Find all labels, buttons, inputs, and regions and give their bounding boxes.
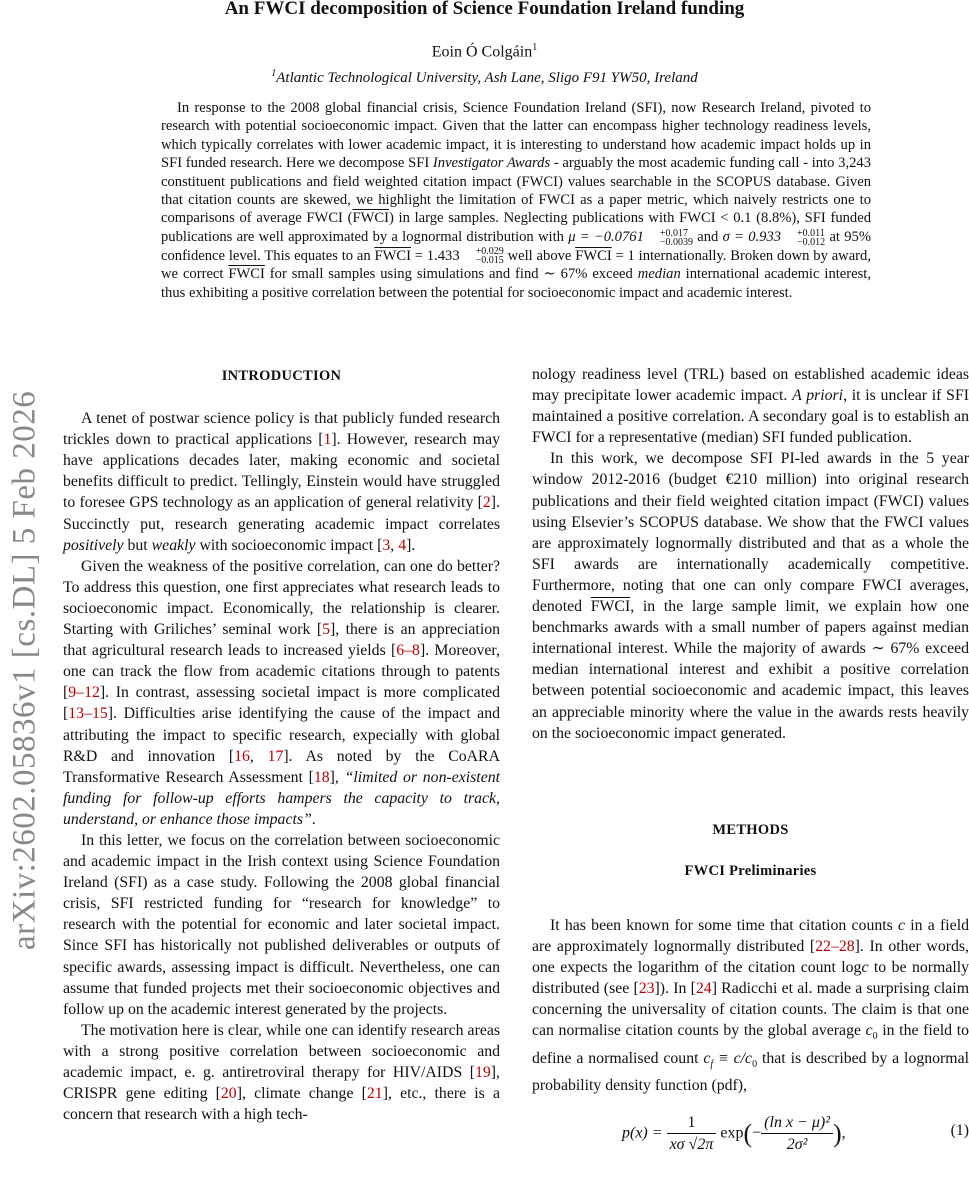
citation-link[interactable]: 20 [220,1085,237,1103]
citation-link[interactable]: 9–12 [68,684,100,702]
equation-1 [532,1108,969,1160]
author-line [0,42,969,61]
affiliation-line [0,68,969,87]
citation-link[interactable]: 6–8 [396,642,420,660]
citation-link[interactable]: 17 [267,747,284,765]
intro-paragraph-2: Given the weakness of the positive correlation, can one do better? To address this question, one first appreciates what research leads to socioeconomic impact. Economically, the relationship is clearer. Starting with Griliches’ seminal work [5], there is an appreciation that agricultural research leads to increased yields [6–8]. Moreover, one can track the flow from academic citations through to patents [9–12]. In contrast, assessing societal impact is more complicated [13–15]. Difficulties arise identifying the cause of the impact and attributing the impact to specific research, expecially with global R&D and innovation [16, 17]. As noted by the CoARA Transformative Research Assessment [18], “limited or non-existent funding for follow-up efforts hampers the capacity to track, understand, or enhance those impacts”. [63,557,500,828]
citation-link[interactable]: 23 [638,980,655,998]
author-name: Eoin Ó Colgáin [431,43,533,61]
right-column [532,364,969,1160]
left-column [63,364,500,1125]
paper-title: An FWCI decomposition of Science Foundation Ireland funding [224,0,745,19]
affiliation-sup: 1 [271,68,277,79]
citation-link[interactable]: 16 [234,747,250,765]
citation-link[interactable]: 19 [474,1064,491,1081]
intro-paragraph-5: In this work, we decompose SFI PI-led awards in the 5 year window 2012-2016 (budget €210 million) into original research publications and their field weighted citation impact (FWCI) values using Elsevier’s SCOPUS database. We show that the FWCI values are approximately lognormally distributed and that as a whole the SFI awards are internationally academically competitive. Furthermore, noting that one can only compare FWCI averages, denoted FWCI, in the large sample limit, we explain how one benchmarks awards with a small number of papers against median international interest. While the majority of awards ∼ 67% exceed median international interest and exhibit a positive correlation between potential socioeconomic and academic impact, this leaves an appreciable minority where the value in the awards rests heavily on the socioeconomic impact generated. [532,450,969,742]
fwci-preliminaries-heading: FWCI Preliminaries [684,862,817,879]
methods-heading: METHODS [712,821,789,838]
methods-paragraph-1: It has been known for some time that citation counts c in a field are approximately lognormally distributed [22–28]. In other words, one expects the logarithm of the citation count logc to be normally distributed (see [23]). In [24] Radicchi et al. made a surprising claim concerning the universality of citation counts. The claim is that one can normalise citation counts by the global average $c_0$ in the field to define a normalised count $c_f \equiv c/c_0$ that is described by a lognormal probability density function (pdf), [532,916,969,1094]
citation-link[interactable]: 13–15 [68,705,108,723]
intro-paragraph-1: A tenet of postwar science policy is that publicly funded research trickles down to practical applications [1]. However, research may have applications decades later, making economic and societal benefits difficult to predict. Tellingly, Einstein would have struggled to foresee GPS technology as an application of general relativity [2]. Succinctly put, research generating academic impact correlates positively but weakly with socioeconomic impact [3, 4]. [63,410,500,554]
author-sup: 1 [532,42,538,53]
citation-link[interactable]: 2 [482,494,491,512]
intro-continuation: nology readiness level (TRL) based on established academic ideas may precipitate lower academic impact. A priori, it is unclear if SFI maintained a positive correlation. A secondary goal is to establish an FWCI for a representative (median) SFI funded publication. [532,366,969,447]
equation-body: p(x) = $\frac{1}{x\sigma √2\pi}$ exp(− $\frac{\text{(ln x − μ)²}}{\text{2σ²}}$ ), [622,1113,846,1154]
citation-link[interactable]: 4 [398,536,407,554]
citation-link[interactable]: 5 [322,621,330,639]
intro-paragraph-4: The motivation here is clear, while one can identify research areas with a strong positive correlation between socioeconomic and academic impact, e. g. antiretroviral therapy for HIV/AIDS [19], CRISPR gene editing [20], climate change [21], etc., there is a concern that research with a high tech- [63,1021,500,1124]
citation-link[interactable]: 1 [323,431,332,449]
citation-link[interactable]: 22–28 [815,937,855,955]
citation-link[interactable]: 21 [366,1085,383,1103]
abstract [161,99,871,302]
citation-link[interactable]: 3 [382,536,391,554]
arxiv-stamp: arXiv:2602.05836v1 [cs.DL] 5 Feb 2026 [6,390,43,950]
citation-link[interactable]: 18 [313,768,330,786]
intro-paragraph-3: In this letter, we focus on the correlation between socioeconomic and academic impact in the Irish context using Science Foundation Ireland (SFI) as a case study. Following the 2008 global financial crisis, SFI restricted funding for “research for knowledge” to research with the potential for economic and later societal impact. Since SFI has historically not published deliverables or outputs of specific awards, assessing impact is difficult. Nevertheless, one can assume that funded projects met their socioeconomic objectives and follow up on the academic interest generated by the projects. [63,831,500,1018]
citation-link[interactable]: 24 [695,980,712,998]
abstract-paragraph: In response to the 2008 global financial crisis, Science Foundation Ireland (SFI), now Research Ireland, pivoted to research with potential socioeconomic impact. Given that the latter can encompass higher technology readiness levels, which typically correlates with lower academic impact, it is interesting to understand how academic impact holds up in SFI funded research. Here we decompose SFI Investigator Awards - arguably the most academic funding call - into 3,243 constituent publications and field weighted citation impact (FWCI) values searchable in the SCOPUS database. Given that citation counts are skewed, we highlight the limitation of FWCI as a paper metric, which naively restricts one to comparisons of average FWCI (FWCI) in large samples. Neglecting publications with FWCI < 0.1 (8.8%), SFI funded publications are well approximated by a lognormal distribution with μ = −0.0761 +0.017 −0.0039 and σ = 0.933 +0.011 −0.012 at 95% confidence level. This equates to an FWCI = 1.433 +0.029 −0.015 well above FWCI = 1 internationally. Broken down by award, we correct FWCI for small samples using simulations and find ∼ 67% exceed median international academic interest, thus exhibiting a positive correlation between the potential for socioeconomic impact and academic interest. [161,100,871,301]
equation-number: (1) [950,1121,969,1139]
affiliation-text: Atlantic Technological University, Ash Lane, Sligo F91 YW50, Ireland [276,70,698,86]
introduction-heading: INTRODUCTION [221,368,342,384]
